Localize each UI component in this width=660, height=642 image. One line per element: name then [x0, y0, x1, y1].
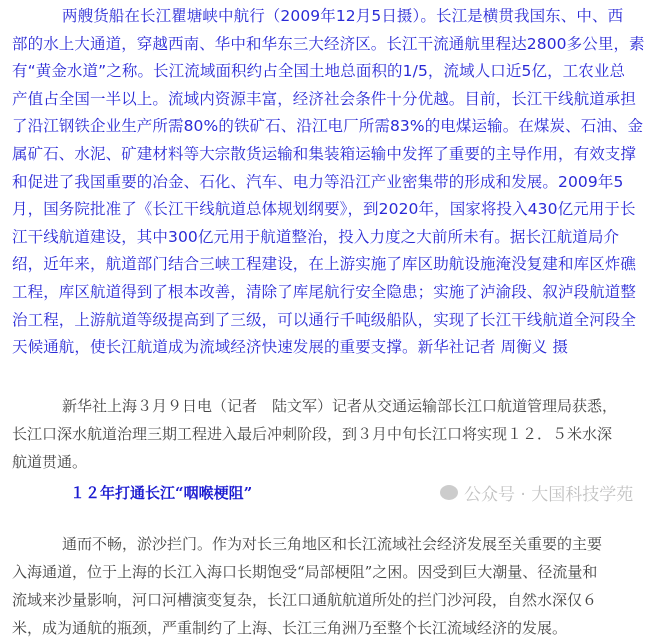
text-line: 米，成为通航的瓶颈，严重制约了上海、长江三角洲乃至整个长江流域经济的发展。	[12, 619, 568, 637]
text-line: 两艘货船在长江瞿塘峡中航行（2009年12月5日摄）。长江是横贯我国东、中、西	[62, 7, 624, 25]
watermark	[440, 480, 633, 505]
text-line: 天候通航，使长江航道成为流域经济快速发展的重要支撑。新华社记者 周衡义 摄	[12, 338, 569, 357]
text-line: 航道贯通。	[12, 453, 88, 471]
text-line: 新华社上海３月９日电（记者 陆文军）记者从交通运输部长江口航道管理局获悉，	[62, 397, 618, 415]
text-line: 通而不畅，淤沙拦门。作为对长三角地区和长江流域社会经济发展至关重要的主要	[62, 535, 603, 553]
text-line: 江干线航道建设，其中300亿元用于航道整治，投入力度之大前所未有。据长江航道局介	[12, 227, 620, 246]
text-line: 流域来沙量影响，河口河槽演变复杂，长江口通航航道所处的拦门沙河段，自然水深仅６	[12, 591, 598, 609]
news-paragraph	[12, 392, 652, 476]
watermark-text: 公众号 · 大国科技学苑	[464, 485, 634, 505]
text-line: 治工程，上游航道等级提高到了三级，可以通行千吨级船队，实现了长江干线航道全河段全	[12, 310, 637, 329]
body-paragraph	[12, 530, 652, 642]
text-line: 产值占全国一半以上。流域内资源丰富，经济社会条件十分优越。目前，长江干线航道承担	[12, 89, 637, 108]
caption-paragraph	[12, 3, 652, 362]
wechat-icon	[440, 485, 458, 500]
text-line: 有“黄金水道”之称。长江流域面积约占全国土地总面积的1/5，流域人口近5亿，工农业总	[12, 62, 626, 81]
text-line: 月，国务院批准了《长江干线航道总体规划纲要》，到2020年，国家将投入430亿元用于长	[12, 200, 636, 219]
text-line: 了沿江钢铁企业生产所需80%的铁矿石、沿江电厂所需83%的电煤运输。在煤炭、石油、金	[12, 117, 644, 136]
text-line: 长江口深水航道治理三期工程进入最后冲刺阶段，到３月中旬长江口将实现１２．５米水深	[12, 425, 613, 443]
text-line: 绍，近年来，航道部门结合三峡工程建设，在上游实施了库区助航设施淹没复建和库区炸礁	[12, 255, 637, 274]
section-heading: １２年打通长江“咽喉梗阻”	[70, 484, 253, 502]
text-line: 入海通道，位于上海的长江入海口长期饱受“局部梗阻”之困。因受到巨大潮量、径流量和	[12, 563, 598, 581]
text-line: 属矿石、水泥、矿建材料等大宗散货运输和集装箱运输中发挥了重要的主导作用，有效支撑	[12, 144, 637, 163]
text-line: 和促进了我国重要的冶金、石化、汽车、电力等沿江产业密集带的形成和发展。2009年5	[12, 172, 624, 191]
text-line: 部的水上大通道，穿越西南、华中和华东三大经济区。长江干流通航里程达2800多公里，素	[12, 34, 645, 53]
text-line: 工程，库区航道得到了根本改善，清除了库尾航行安全隐患；实施了泸渝段、叙泸段航道整	[12, 282, 637, 301]
